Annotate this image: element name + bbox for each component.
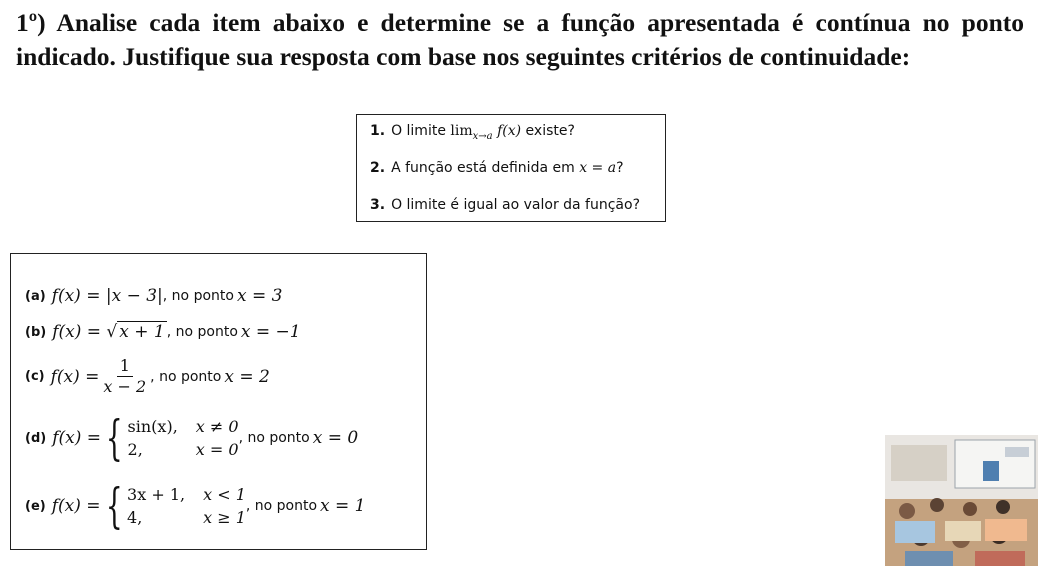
brace-icon: { [105, 478, 123, 534]
item-a: (a) f(x) = |x − 3| , no ponto x = 3 [25, 286, 283, 306]
classroom-illustration [885, 435, 1038, 566]
brace-icon: { [105, 410, 123, 466]
item-d: (d) f(x) = { sin(x), x ≠ 0 2, x = 0 , no ponto x = 0 [25, 410, 359, 466]
exercise-number: 1º) [16, 8, 46, 37]
fraction: $\frac{1}{x - 2}$ [103, 356, 147, 396]
functions-box [10, 253, 427, 550]
exercise-heading [16, 6, 1024, 74]
piecewise-cases: sin(x), x ≠ 0 2, x = 0 [127, 417, 239, 459]
sqrt-icon: √ [106, 322, 118, 342]
continuity-criteria-box [356, 114, 666, 222]
criterion-1: 1. O limite $\lim_{x\to a} f(x)$ existe? [370, 123, 575, 142]
item-b: (b) f(x) = √ x + 1 , no ponto x = −1 [25, 322, 301, 342]
criterion-3: 3. O limite é igual ao valor da função? [370, 197, 641, 213]
criterion-2: 2. A função está definida em x = a? [370, 160, 624, 176]
item-c: (c) f(x) = $\frac{1}{x - 2}$ , no ponto x = 2 [25, 356, 270, 396]
exercise-statement: Analise cada item abaixo e determine se a função apresentada é contínua no ponto indicado. Justifique sua resposta com base nos seguintes critérios de continuidade: [16, 8, 1024, 71]
classroom-illustration-icon [885, 435, 1038, 566]
piecewise-cases: 3x + 1, x < 1 4, x ≥ 1 [127, 485, 246, 527]
item-e: (e) f(x) = { 3x + 1, x < 1 4, x ≥ 1 , no ponto x = 1 [25, 478, 366, 534]
